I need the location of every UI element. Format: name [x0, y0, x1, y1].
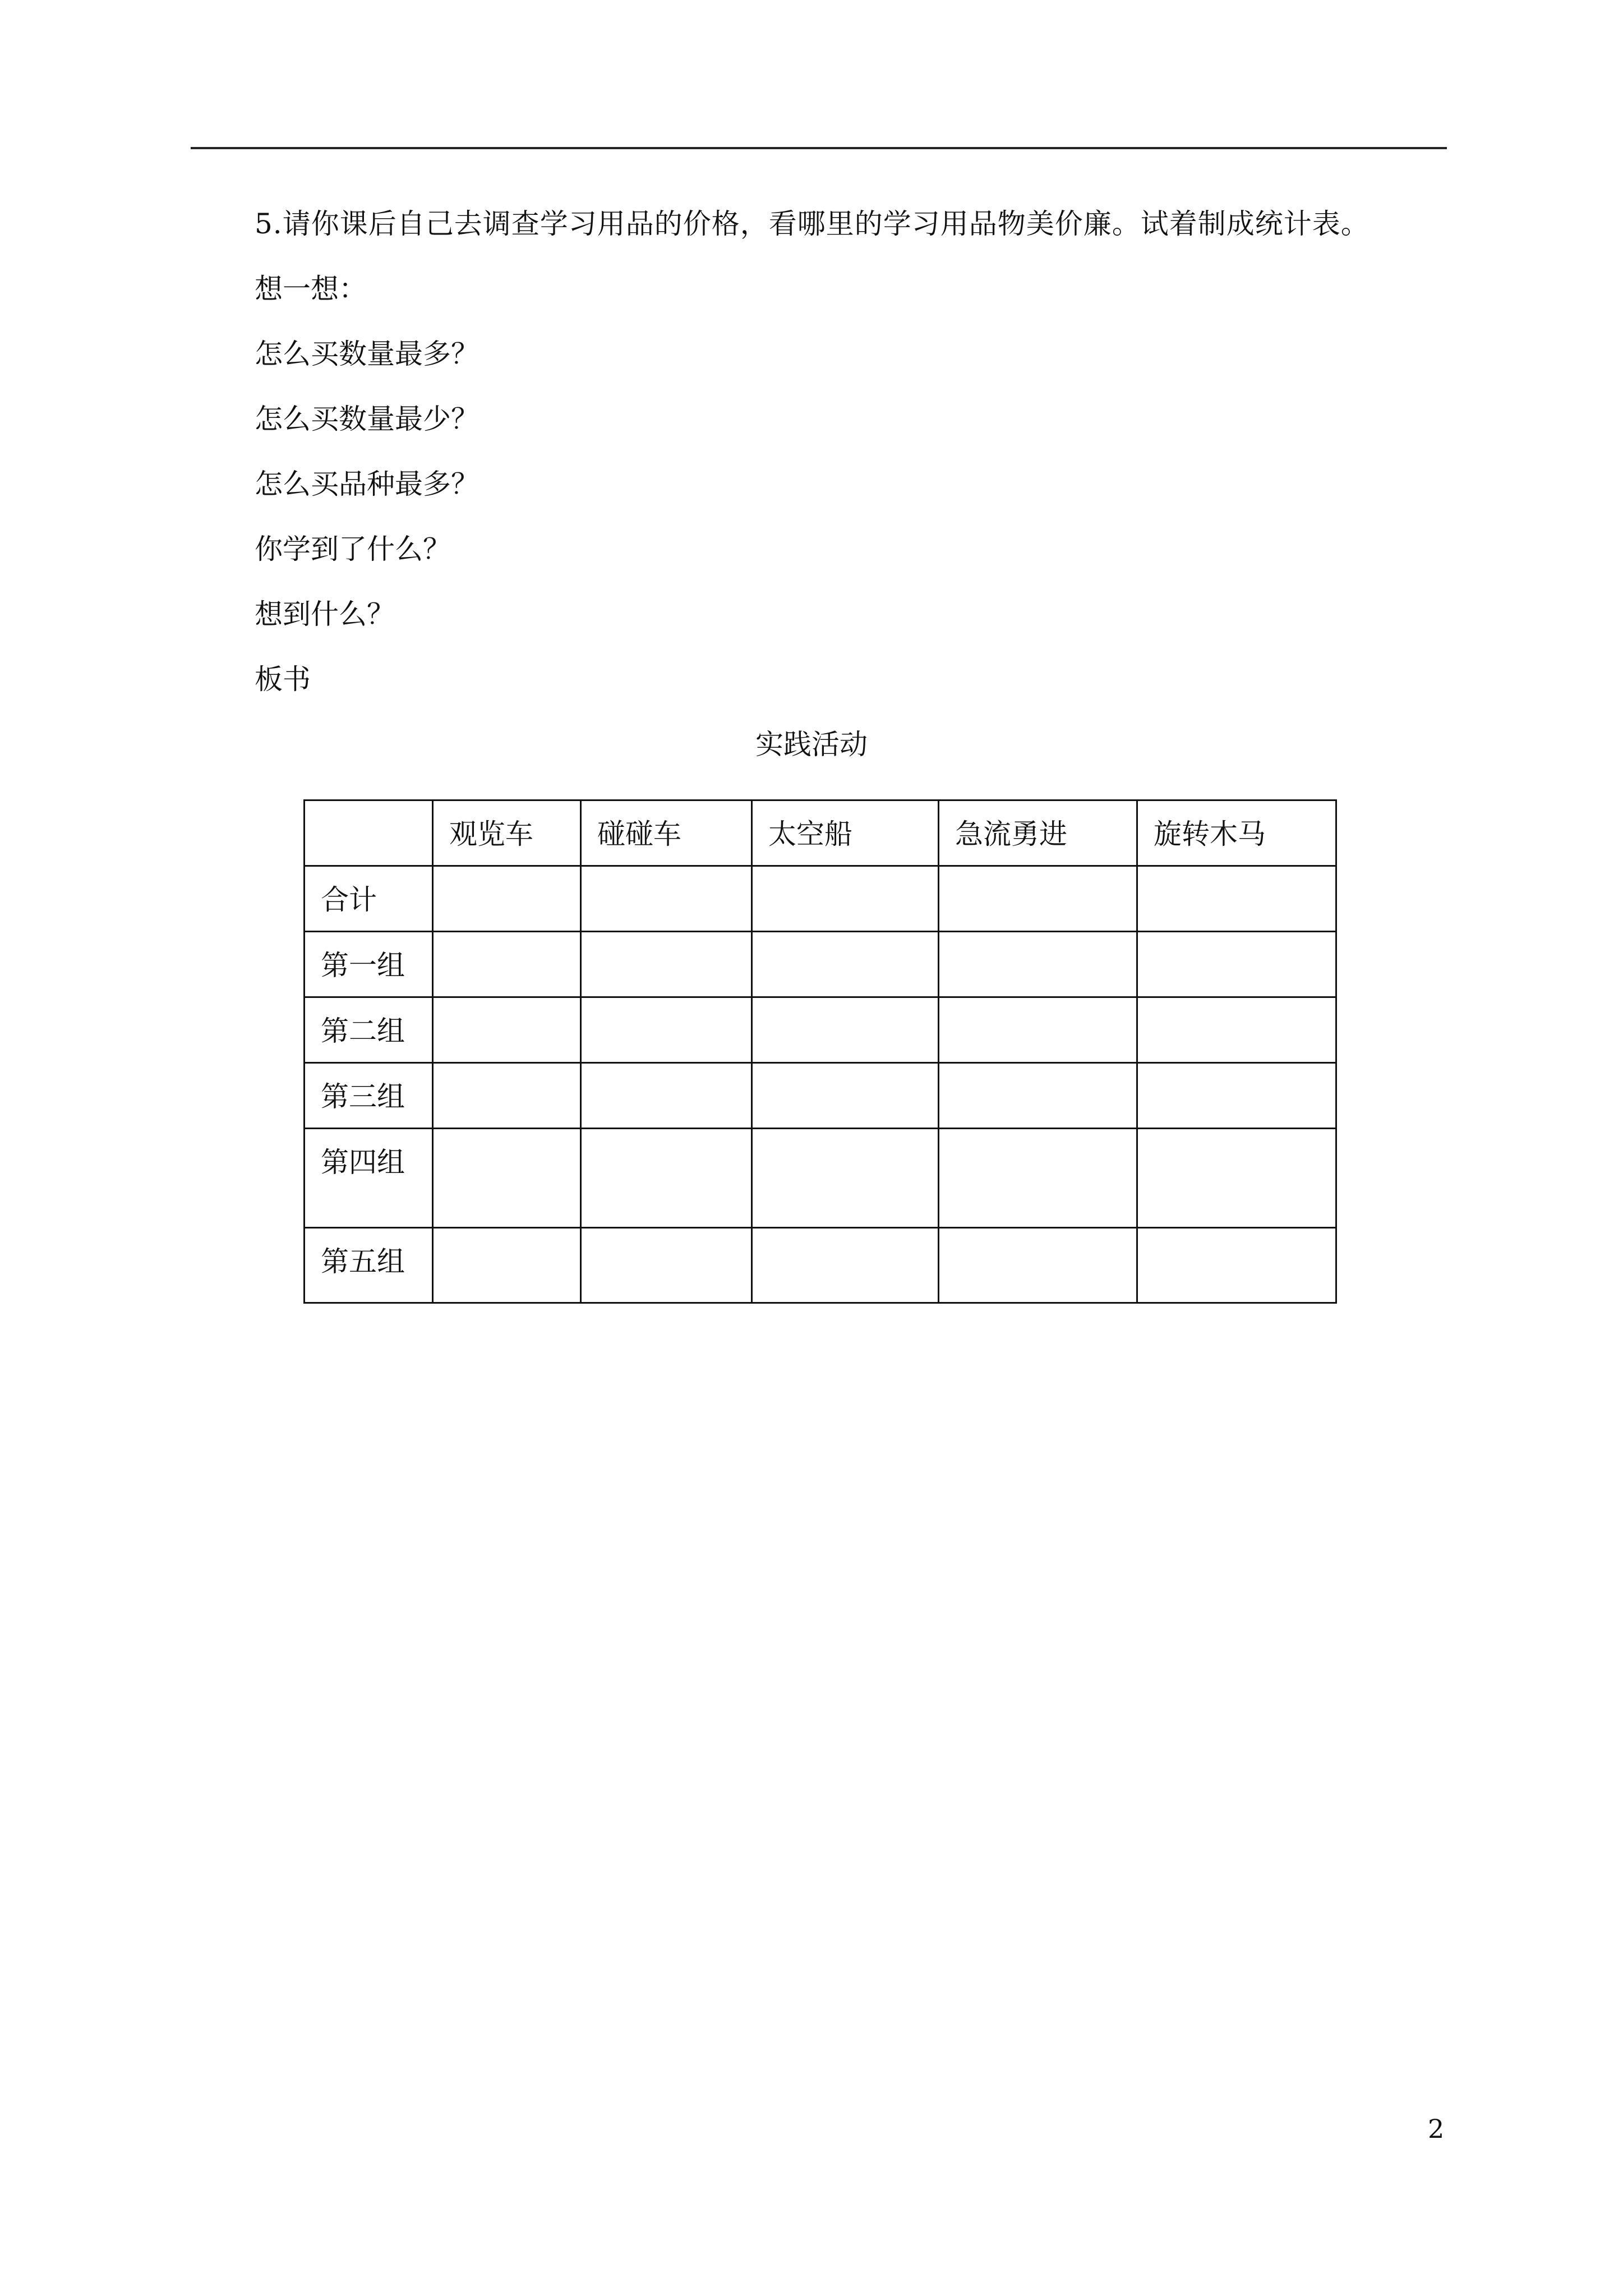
table-row [305, 866, 1336, 932]
table-title: 实践活动 [755, 728, 868, 761]
table-cell [752, 1129, 939, 1228]
table-cell [1137, 866, 1336, 932]
table-row [305, 932, 1336, 997]
question-buy-least: 怎么买数量最少？ [255, 403, 479, 435]
table-cell [433, 1129, 581, 1228]
row-label: 第五组 [305, 1228, 433, 1303]
table-cell [581, 997, 752, 1063]
table-cell [939, 1228, 1137, 1303]
table-row [305, 1129, 1336, 1228]
table-cell [433, 866, 581, 932]
table-header-row [305, 800, 1336, 866]
table-cell [1137, 1228, 1336, 1303]
think-heading: 想一想： [255, 273, 367, 305]
table-cell [581, 1228, 752, 1303]
table-cell [752, 932, 939, 997]
table-row [305, 1228, 1336, 1303]
table-cell [581, 1129, 752, 1228]
row-label: 第四组 [305, 1129, 433, 1228]
table-cell [581, 1063, 752, 1129]
table-cell [433, 932, 581, 997]
column-header: 碰碰车 [581, 800, 752, 866]
question-learned: 你学到了什么？ [255, 533, 451, 565]
question-most-variety: 怎么买品种最多？ [255, 468, 479, 500]
table-cell [939, 997, 1137, 1063]
document-body [255, 208, 1455, 728]
table-cell [939, 1063, 1137, 1129]
row-label: 第三组 [305, 1063, 433, 1129]
row-label: 第二组 [305, 997, 433, 1063]
table-row [305, 997, 1336, 1063]
board-heading: 板书 [255, 663, 311, 696]
table-cell [1137, 1129, 1336, 1228]
table-cell [752, 1063, 939, 1129]
column-header: 急流勇进 [939, 800, 1137, 866]
table-cell [433, 997, 581, 1063]
table-row [305, 1063, 1336, 1129]
table-cell [939, 1129, 1137, 1228]
table-cell [939, 932, 1137, 997]
question-buy-most: 怎么买数量最多？ [255, 338, 479, 370]
column-header: 观览车 [433, 800, 581, 866]
table-corner-cell [305, 800, 433, 866]
table-cell [581, 866, 752, 932]
table-cell [1137, 1063, 1336, 1129]
table-cell [1137, 932, 1336, 997]
table-cell [752, 997, 939, 1063]
question-thought: 想到什么？ [255, 598, 395, 631]
row-label: 合计 [305, 866, 433, 932]
page-number: 2 [1428, 2114, 1445, 2144]
table-cell [752, 866, 939, 932]
row-label: 第一组 [305, 932, 433, 997]
table-cell [1137, 997, 1336, 1063]
question-5: 5.请你课后自己去调查学习用品的价格，看哪里的学习用品物美价廉。试着制成统计表。 [255, 208, 1370, 240]
column-header: 太空船 [752, 800, 939, 866]
activity-table [303, 799, 1337, 1304]
table-cell [939, 866, 1137, 932]
table-cell [433, 1228, 581, 1303]
table-cell [752, 1228, 939, 1303]
column-header: 旋转木马 [1137, 800, 1336, 866]
table-cell [581, 932, 752, 997]
table-cell [433, 1063, 581, 1129]
header-rule [191, 147, 1447, 149]
